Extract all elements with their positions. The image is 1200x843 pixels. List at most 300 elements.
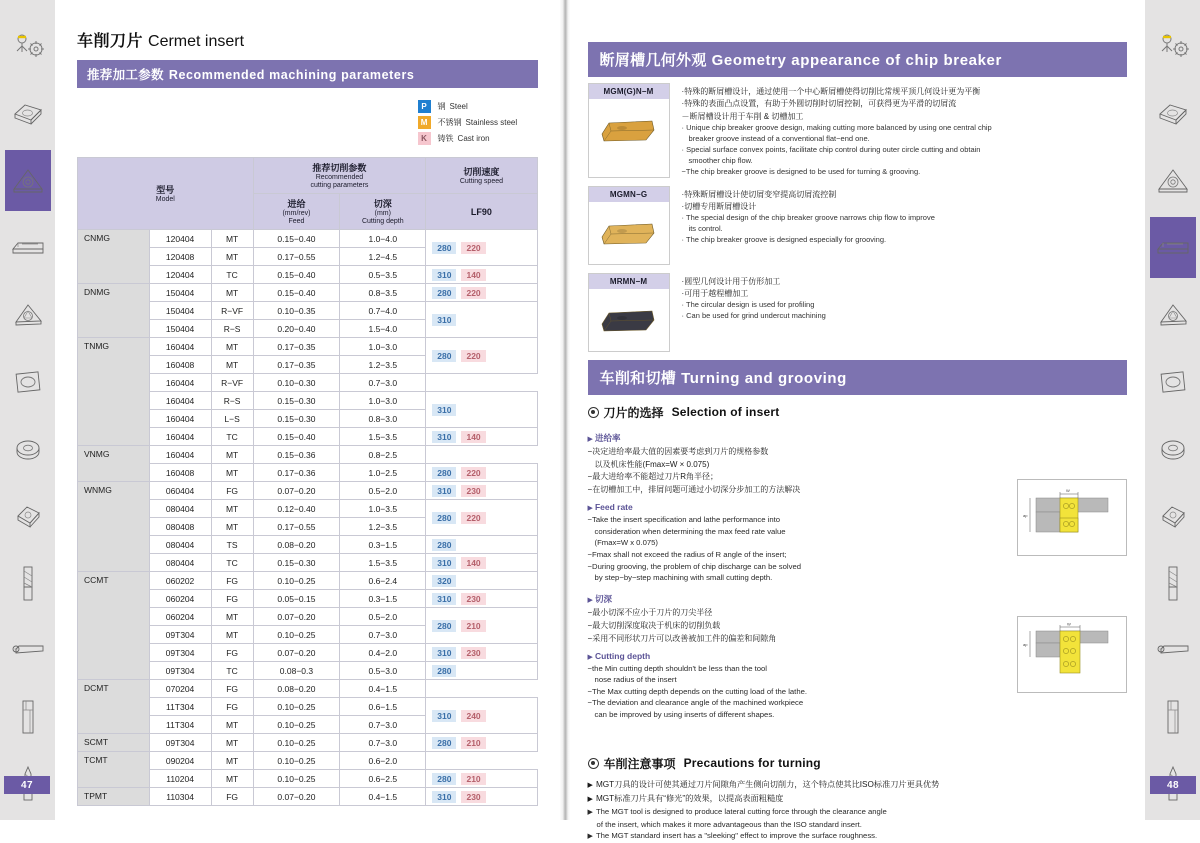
right-sidebar-rail: [1145, 0, 1200, 820]
cell-model: 160404: [149, 392, 211, 410]
speed-p-value: 310: [432, 485, 456, 497]
cell-suffix: FG: [211, 680, 253, 698]
rail-grooving-insert-icon[interactable]: [5, 217, 51, 278]
cell-depth: 1.5−3.5: [340, 554, 426, 572]
cell-depth: 0.6−2.4: [340, 572, 426, 590]
cell-feed: 0.15−0.40: [253, 284, 340, 302]
header-speed-cn: 切削速度: [463, 167, 500, 178]
cell-model: 160408: [149, 464, 211, 482]
cell-feed: 0.15−0.40: [253, 266, 340, 284]
cell-suffix: MT: [211, 500, 253, 518]
left-sidebar-rail: [0, 0, 55, 820]
selection-heading-en: Selection of insert: [671, 405, 780, 420]
speed-p-value: 310: [432, 593, 456, 605]
speed-p-value: 280: [432, 242, 456, 254]
rail-end-mill-icon[interactable]: [5, 552, 51, 613]
speed-p-value: 280: [432, 467, 456, 479]
cutting-depth-en-body: [588, 663, 1007, 721]
cell-cutting-speed: [426, 590, 537, 608]
cell-cutting-speed: [426, 662, 537, 680]
speed-k-value: 230: [461, 791, 485, 803]
chip-breaker-label: MGM(G)N−M: [589, 84, 669, 99]
turning-grooving-bar: [588, 360, 1127, 395]
speed-k-value: 240: [461, 710, 485, 722]
cell-suffix: FG: [211, 698, 253, 716]
cell-suffix: MT: [211, 716, 253, 734]
cell-model: 070204: [149, 680, 211, 698]
chip-breaker-line-en: · The special design of the chip breaker groove narrows chip flow to improve: [681, 213, 935, 223]
table-row: [78, 230, 538, 248]
page-title: [77, 28, 538, 51]
table-row: [78, 338, 538, 356]
feed-rate-en-heading: ▶ Feed rate: [588, 502, 1007, 512]
rail-worker-gear-icon[interactable]: [5, 16, 51, 77]
cell-feed: 0.05−0.15: [253, 590, 340, 608]
cell-depth: 1.2−3.5: [340, 518, 426, 536]
machining-parameters-table: [77, 157, 538, 806]
chip-breaker-line-en: · The chip breaker groove is designed especially for grooving.: [681, 235, 887, 245]
chip-breaker-line-en: · Unique chip breaker groove design, making cutting more balanced by using one central chip: [681, 123, 992, 133]
cell-feed: 0.10−0.25: [253, 698, 340, 716]
cell-feed: 0.08−0.3: [253, 662, 340, 680]
target-icon-2: [588, 758, 599, 769]
cell-model: 160404: [149, 446, 211, 464]
cell-suffix: MT: [211, 338, 253, 356]
cell-suffix: MT: [211, 284, 253, 302]
header-depth: [340, 194, 426, 230]
cell-suffix: L−S: [211, 410, 253, 428]
cell-suffix: TC: [211, 662, 253, 680]
selection-heading-cn: 刀片的选择: [603, 405, 664, 420]
cell-feed: 0.12−0.40: [253, 500, 340, 518]
feed-rate-diagram: [1017, 479, 1127, 556]
group-label: DCMT: [78, 680, 150, 734]
cell-model: 080408: [149, 518, 211, 536]
cell-model: 110304: [149, 788, 211, 806]
cell-feed: 0.10−0.30: [253, 374, 340, 392]
precaution-en: ▶ The MGT standard insert has a "sleeking" effect to improve the surface roughness.: [588, 830, 1127, 843]
group-label: VNMG: [78, 446, 150, 482]
body-line: −最大切削深度取决于机床的切削负载: [587, 620, 721, 630]
precautions-body: [588, 778, 1127, 843]
header-speed-en: Cutting speed: [459, 178, 504, 186]
speed-p-value: 280: [432, 620, 456, 632]
cell-suffix: MT: [211, 356, 253, 374]
cell-model: 120408: [149, 248, 211, 266]
cell-model: 060204: [149, 608, 211, 626]
cell-suffix: MT: [211, 626, 253, 644]
rail-square-insert-icon[interactable]: [1150, 83, 1196, 144]
body-line: −The Max cutting depth depends on the cutting load of the lathe.: [587, 686, 808, 696]
body-line: −During grooving, the problem of chip discharge can be solved: [587, 561, 802, 571]
group-label: TCMT: [78, 752, 150, 788]
table-row: [78, 446, 538, 464]
cutting-depth-diagram: [1017, 616, 1127, 693]
legend-en-K: Cast iron: [457, 134, 490, 143]
cell-depth: 0.7−3.0: [340, 734, 426, 752]
left-page-number: 47: [4, 776, 50, 794]
rail-trigon-insert-icon-active[interactable]: [5, 150, 51, 211]
cell-depth: 0.5−3.5: [340, 266, 426, 284]
body-line: −Take the insert specification and lathe performance into: [587, 515, 781, 525]
cell-suffix: TC: [211, 554, 253, 572]
speed-k-value: 140: [461, 431, 485, 443]
cell-suffix: MT: [211, 770, 253, 788]
header-rec-en2: cutting parameters: [310, 182, 369, 190]
cell-depth: 0.5−2.0: [340, 482, 426, 500]
speed-k-value: 230: [461, 647, 485, 659]
chip-breaker-card[interactable]: [588, 83, 670, 178]
rail-round-insert-icon[interactable]: [1150, 418, 1196, 479]
cell-model: 090204: [149, 752, 211, 770]
cell-suffix: MT: [211, 608, 253, 626]
legend-row-P: [418, 100, 538, 113]
chip-breaker-line-en: its control.: [688, 224, 723, 234]
body-line: −the Min cutting depth shouldn't be less than the tool: [587, 663, 768, 673]
speed-k-value: 210: [461, 620, 485, 632]
header-rec-cn: 推荐切削参数: [312, 163, 367, 173]
speed-p-value: 280: [432, 287, 456, 299]
precautions-heading-en: Precautions for turning: [683, 756, 821, 771]
cell-depth: 0.6−2.0: [340, 752, 426, 770]
feed-rate-cn-body: [588, 446, 1007, 498]
legend-cn-P: 钢: [437, 102, 446, 111]
header-recommended: [253, 158, 426, 194]
rail-trigon-insert-icon[interactable]: [1150, 150, 1196, 211]
speed-k-value: 230: [461, 485, 485, 497]
chip-breaker-line-cn: －断屑槽设计用于车削 & 切槽加工: [681, 111, 804, 121]
chip-breaker-line-cn: ·特殊的表面凸点设置，有助于外圆切削时切屑控制，可获得更为平滑的切屑流: [681, 99, 957, 109]
rail-shim-insert-icon[interactable]: [5, 485, 51, 546]
left-page: [55, 0, 560, 820]
chip-breaker-line-cn: ·切槽专用断屑槽设计: [681, 201, 757, 211]
cell-feed: 0.15−0.40: [253, 230, 340, 248]
cell-depth: 1.0−2.5: [340, 464, 426, 482]
header-feed-unit: (mm/rev): [282, 210, 311, 218]
body-line: −Fmax shall not exceed the radius of R angle of the insert;: [587, 550, 787, 559]
cell-cutting-speed: [426, 230, 537, 266]
legend-row-M: [418, 116, 538, 129]
cell-depth: 0.7−3.0: [340, 716, 426, 734]
cell-model: 060202: [149, 572, 211, 590]
cell-suffix: MT: [211, 248, 253, 266]
rail-triangle-insert-icon[interactable]: [1150, 284, 1196, 345]
selection-text-column: [588, 427, 1007, 753]
speed-k-value: 220: [461, 467, 485, 479]
header-model-en: Model: [155, 196, 175, 204]
header-grade: [426, 194, 537, 230]
body-line: −The deviation and clearance angle of the machined workpiece: [587, 698, 804, 708]
cell-feed: 0.08−0.20: [253, 680, 340, 698]
rail-square-insert-icon[interactable]: [5, 83, 51, 144]
rail-end-mill-icon[interactable]: [1150, 552, 1196, 613]
feed-rate-cn-heading: ▶ 进给率: [588, 432, 1007, 444]
cell-cutting-speed: [426, 536, 537, 554]
cell-suffix: R−S: [211, 320, 253, 338]
speed-k-value: 220: [461, 512, 485, 524]
cell-feed: 0.10−0.25: [253, 752, 340, 770]
chip-breaker-block: [588, 273, 1127, 352]
body-line: −采用不同形状刀片可以改善被加工件的偏差和间隙角: [587, 633, 777, 643]
page-title-en: Cermet insert: [148, 33, 245, 50]
cell-suffix: FG: [211, 590, 253, 608]
rail-round-pocket-insert-icon[interactable]: [5, 351, 51, 412]
cell-cutting-speed: [426, 284, 537, 302]
chip-breaker-line-cn: ·圆型几何设计用于仿形加工: [681, 276, 781, 286]
cell-depth: 0.8−3.5: [340, 284, 426, 302]
header-feed: [253, 194, 340, 230]
chip-breaker-block: [588, 83, 1127, 178]
speed-k-value: 140: [461, 557, 485, 569]
speed-p-value: 310: [432, 314, 456, 326]
precaution-cn: ▶ MGT标准刀片具有“修光”的效果，以提高表面粗糙度: [588, 792, 1127, 806]
speed-k-value: 140: [461, 269, 485, 281]
speed-k-value: 220: [461, 242, 485, 254]
cell-model: 150404: [149, 320, 211, 338]
chip-breaker-list: [588, 83, 1127, 352]
cell-model: 120404: [149, 266, 211, 284]
legend-code-P: P: [418, 100, 431, 113]
cell-suffix: FG: [211, 644, 253, 662]
cell-cutting-speed: [426, 392, 537, 428]
speed-p-value: 280: [432, 773, 456, 785]
cell-model: 060204: [149, 590, 211, 608]
speed-p-value: 310: [432, 404, 456, 416]
cell-model: 09T304: [149, 662, 211, 680]
cell-model: 110204: [149, 770, 211, 788]
cell-depth: 0.6−1.5: [340, 698, 426, 716]
precaution-en: ▶ The MGT tool is designed to produce lateral cutting force through the clearance angle of the insert, which makes it more advantageous than the ISO standard insert.: [588, 806, 1127, 830]
chip-breaker-line-cn: ·特殊的断屑槽设计，通过使用一个中心断屑槽使得切削比常规平顶几何设计更为平衡: [681, 87, 981, 96]
precaution-en-cont: of the insert, which makes it more advantageous than the ISO standard insert.: [596, 819, 862, 829]
cell-depth: 1.0−4.0: [340, 230, 426, 248]
header-feed-en: Feed: [288, 218, 305, 226]
precautions-heading-cn: 车削注意事项: [603, 756, 676, 771]
recommended-parameters-bar: [77, 60, 538, 88]
cell-cutting-speed: [426, 500, 537, 536]
chip-breaker-bar-en: Geometry appearance of chip breaker: [711, 52, 1002, 69]
cell-suffix: R−VF: [211, 302, 253, 320]
cell-model: 11T304: [149, 698, 211, 716]
cell-feed: 0.07−0.20: [253, 644, 340, 662]
rail-boring-bar-icon[interactable]: [5, 619, 51, 680]
cell-feed: 0.10−0.35: [253, 302, 340, 320]
rail-worker-gear-icon[interactable]: [1150, 16, 1196, 77]
selection-of-insert-heading: [588, 404, 1127, 421]
chip-breaker-line-en: smoother chip flow.: [688, 155, 753, 165]
cell-depth: 1.2−3.5: [340, 356, 426, 374]
table-row: [78, 734, 538, 752]
cell-cutting-speed: [426, 554, 537, 572]
table-row: [78, 284, 538, 302]
chip-breaker-bar: [588, 42, 1127, 77]
cell-feed: 0.10−0.25: [253, 572, 340, 590]
turning-bar-en: Turning and grooving: [681, 369, 847, 387]
cell-depth: 0.3−1.5: [340, 590, 426, 608]
legend-cn-K: 铸铁: [437, 134, 454, 143]
rail-round-pocket-insert-icon[interactable]: [1150, 351, 1196, 412]
speed-p-value: 310: [432, 791, 456, 803]
group-label: TPMT: [78, 788, 150, 806]
cell-suffix: TC: [211, 266, 253, 284]
cell-depth: 1.0−3.0: [340, 392, 426, 410]
feed-rate-en-body: [588, 514, 1007, 583]
table-row: [78, 752, 538, 770]
cell-suffix: FG: [211, 572, 253, 590]
cell-model: 120404: [149, 230, 211, 248]
cell-suffix: TS: [211, 536, 253, 554]
group-label: WNMG: [78, 482, 150, 572]
body-line: −在切槽加工中，排屑问题可通过小切深分步加工的方法解决: [587, 485, 801, 495]
cell-feed: 0.10−0.25: [253, 716, 340, 734]
table-header: [78, 158, 538, 230]
speed-p-value: 310: [432, 647, 456, 659]
cell-depth: 0.6−2.5: [340, 770, 426, 788]
cell-feed: 0.07−0.20: [253, 608, 340, 626]
group-label: DNMG: [78, 284, 150, 338]
speed-p-value: 310: [432, 269, 456, 281]
chip-breaker-block: [588, 186, 1127, 265]
cell-feed: 0.20−0.40: [253, 320, 340, 338]
target-icon: [588, 407, 599, 418]
cell-model: 160404: [149, 338, 211, 356]
chip-breaker-insert-image: [589, 289, 669, 351]
chip-breaker-line-cn: ·可用于越程槽加工: [681, 288, 749, 298]
speed-p-value: 280: [432, 512, 456, 524]
legend-en-M: Stainless steel: [465, 118, 518, 127]
cutting-depth-cn-body: [588, 607, 1007, 646]
cell-suffix: MT: [211, 752, 253, 770]
rail-tool-holder-icon[interactable]: [5, 686, 51, 747]
turning-bar-cn: 车削和切槽: [599, 369, 677, 387]
cell-model: 160404: [149, 410, 211, 428]
rail-tool-holder-icon[interactable]: [1150, 686, 1196, 747]
cell-model: 11T304: [149, 716, 211, 734]
speed-p-value: 320: [432, 575, 456, 587]
svg-text:ap: ap: [1023, 512, 1028, 518]
cell-cutting-speed: [426, 338, 537, 374]
body-line: (Fmax=W x 0.075): [594, 538, 658, 548]
chip-breaker-description: [682, 83, 1127, 178]
rail-boring-bar-icon[interactable]: [1150, 619, 1196, 680]
rail-grooving-insert-icon-active[interactable]: [1150, 217, 1196, 278]
cell-suffix: MT: [211, 518, 253, 536]
legend-row-K: [418, 132, 538, 145]
cell-model: 09T304: [149, 734, 211, 752]
cell-depth: 0.5−2.0: [340, 608, 426, 626]
cell-model: 160408: [149, 356, 211, 374]
cell-feed: 0.17−0.36: [253, 464, 340, 482]
svg-text:W: W: [1067, 621, 1071, 627]
speed-k-value: 210: [461, 737, 485, 749]
header-grade-label: LF90: [470, 206, 492, 217]
body-line: consideration when determining the max feed rate value: [594, 526, 786, 536]
rail-round-insert-icon[interactable]: [5, 418, 51, 479]
cell-depth: 0.8−2.5: [340, 446, 426, 464]
cell-feed: 0.15−0.40: [253, 428, 340, 446]
cell-suffix: FG: [211, 788, 253, 806]
bar-cn: 推荐加工参数: [87, 68, 164, 82]
precaution-cn: ▶ MGT刀具的设计可使其通过刀片间隙角产生侧向切削力，这个特点使其比ISO标准刀片更具优势: [588, 778, 1127, 792]
speed-p-value: 310: [432, 431, 456, 443]
selection-content: [588, 427, 1127, 753]
chip-breaker-label: MRMN−M: [589, 274, 669, 289]
cell-depth: 1.2−4.5: [340, 248, 426, 266]
chip-breaker-card[interactable]: [588, 186, 670, 265]
chip-breaker-card[interactable]: [588, 273, 670, 352]
chip-breaker-line-en: · The circular design is used for profiling: [681, 300, 815, 310]
legend-code-M: M: [418, 116, 431, 129]
body-line: 以及机床性能(Fmax=W × 0.075): [594, 459, 710, 469]
cell-model: 150404: [149, 284, 211, 302]
cell-cutting-speed: [426, 302, 537, 338]
chip-breaker-line-en: · Special surface convex points, facilitate chip control during outer circle cutting and obtain: [681, 144, 981, 154]
cell-feed: 0.17−0.35: [253, 356, 340, 374]
body-line: −最大进给率不能超过刀片R角半径；: [587, 472, 718, 482]
cell-cutting-speed: [426, 428, 537, 446]
group-label: SCMT: [78, 734, 150, 752]
cell-feed: 0.15−0.30: [253, 554, 340, 572]
cell-suffix: FG: [211, 482, 253, 500]
cell-depth: 1.0−3.0: [340, 338, 426, 356]
cell-cutting-speed: [426, 464, 537, 482]
rail-triangle-insert-icon[interactable]: [5, 284, 51, 345]
chip-breaker-line-en: −The chip breaker groove is designed to be used for turning & grooving.: [681, 166, 921, 176]
cell-suffix: R−VF: [211, 374, 253, 392]
cell-feed: 0.08−0.20: [253, 536, 340, 554]
speed-p-value: 310: [432, 557, 456, 569]
legend-en-P: Steel: [449, 102, 468, 111]
speed-p-value: 310: [432, 710, 456, 722]
cell-feed: 0.17−0.55: [253, 518, 340, 536]
material-legend: [418, 100, 538, 145]
header-cutting-speed: [426, 158, 537, 194]
cell-depth: 0.4−2.0: [340, 644, 426, 662]
group-label: CCMT: [78, 572, 150, 680]
header-model: [78, 158, 254, 230]
speed-p-value: 280: [432, 665, 456, 677]
chip-breaker-description: [682, 273, 1127, 352]
header-rec-en1: Recommended: [315, 174, 364, 181]
cell-model: 080404: [149, 536, 211, 554]
cell-cutting-speed: [426, 788, 537, 806]
cell-model: 080404: [149, 554, 211, 572]
speed-k-value: 220: [461, 350, 485, 362]
rail-shim-insert-icon[interactable]: [1150, 485, 1196, 546]
cell-model: 09T304: [149, 626, 211, 644]
cell-depth: 1.0−3.5: [340, 500, 426, 518]
cell-feed: 0.07−0.20: [253, 788, 340, 806]
book-spine: [560, 0, 570, 820]
bar-en: Recommended machining parameters: [168, 68, 415, 82]
cell-model: 09T304: [149, 644, 211, 662]
speed-k-value: 220: [461, 287, 485, 299]
speed-p-value: 280: [432, 737, 456, 749]
cell-feed: 0.15−0.30: [253, 410, 340, 428]
cell-model: 160404: [149, 374, 211, 392]
legend-code-K: K: [418, 132, 431, 145]
cell-depth: 1.5−3.5: [340, 428, 426, 446]
cell-feed: 0.15−0.36: [253, 446, 340, 464]
chip-breaker-bar-cn: 断屑槽几何外观: [599, 52, 707, 69]
cell-model: 160404: [149, 428, 211, 446]
cell-cutting-speed: [426, 482, 537, 500]
cell-suffix: TC: [211, 428, 253, 446]
cell-depth: 0.5−3.0: [340, 662, 426, 680]
cell-cutting-speed: [426, 698, 537, 734]
svg-text:ap: ap: [1023, 641, 1028, 647]
cell-suffix: MT: [211, 734, 253, 752]
